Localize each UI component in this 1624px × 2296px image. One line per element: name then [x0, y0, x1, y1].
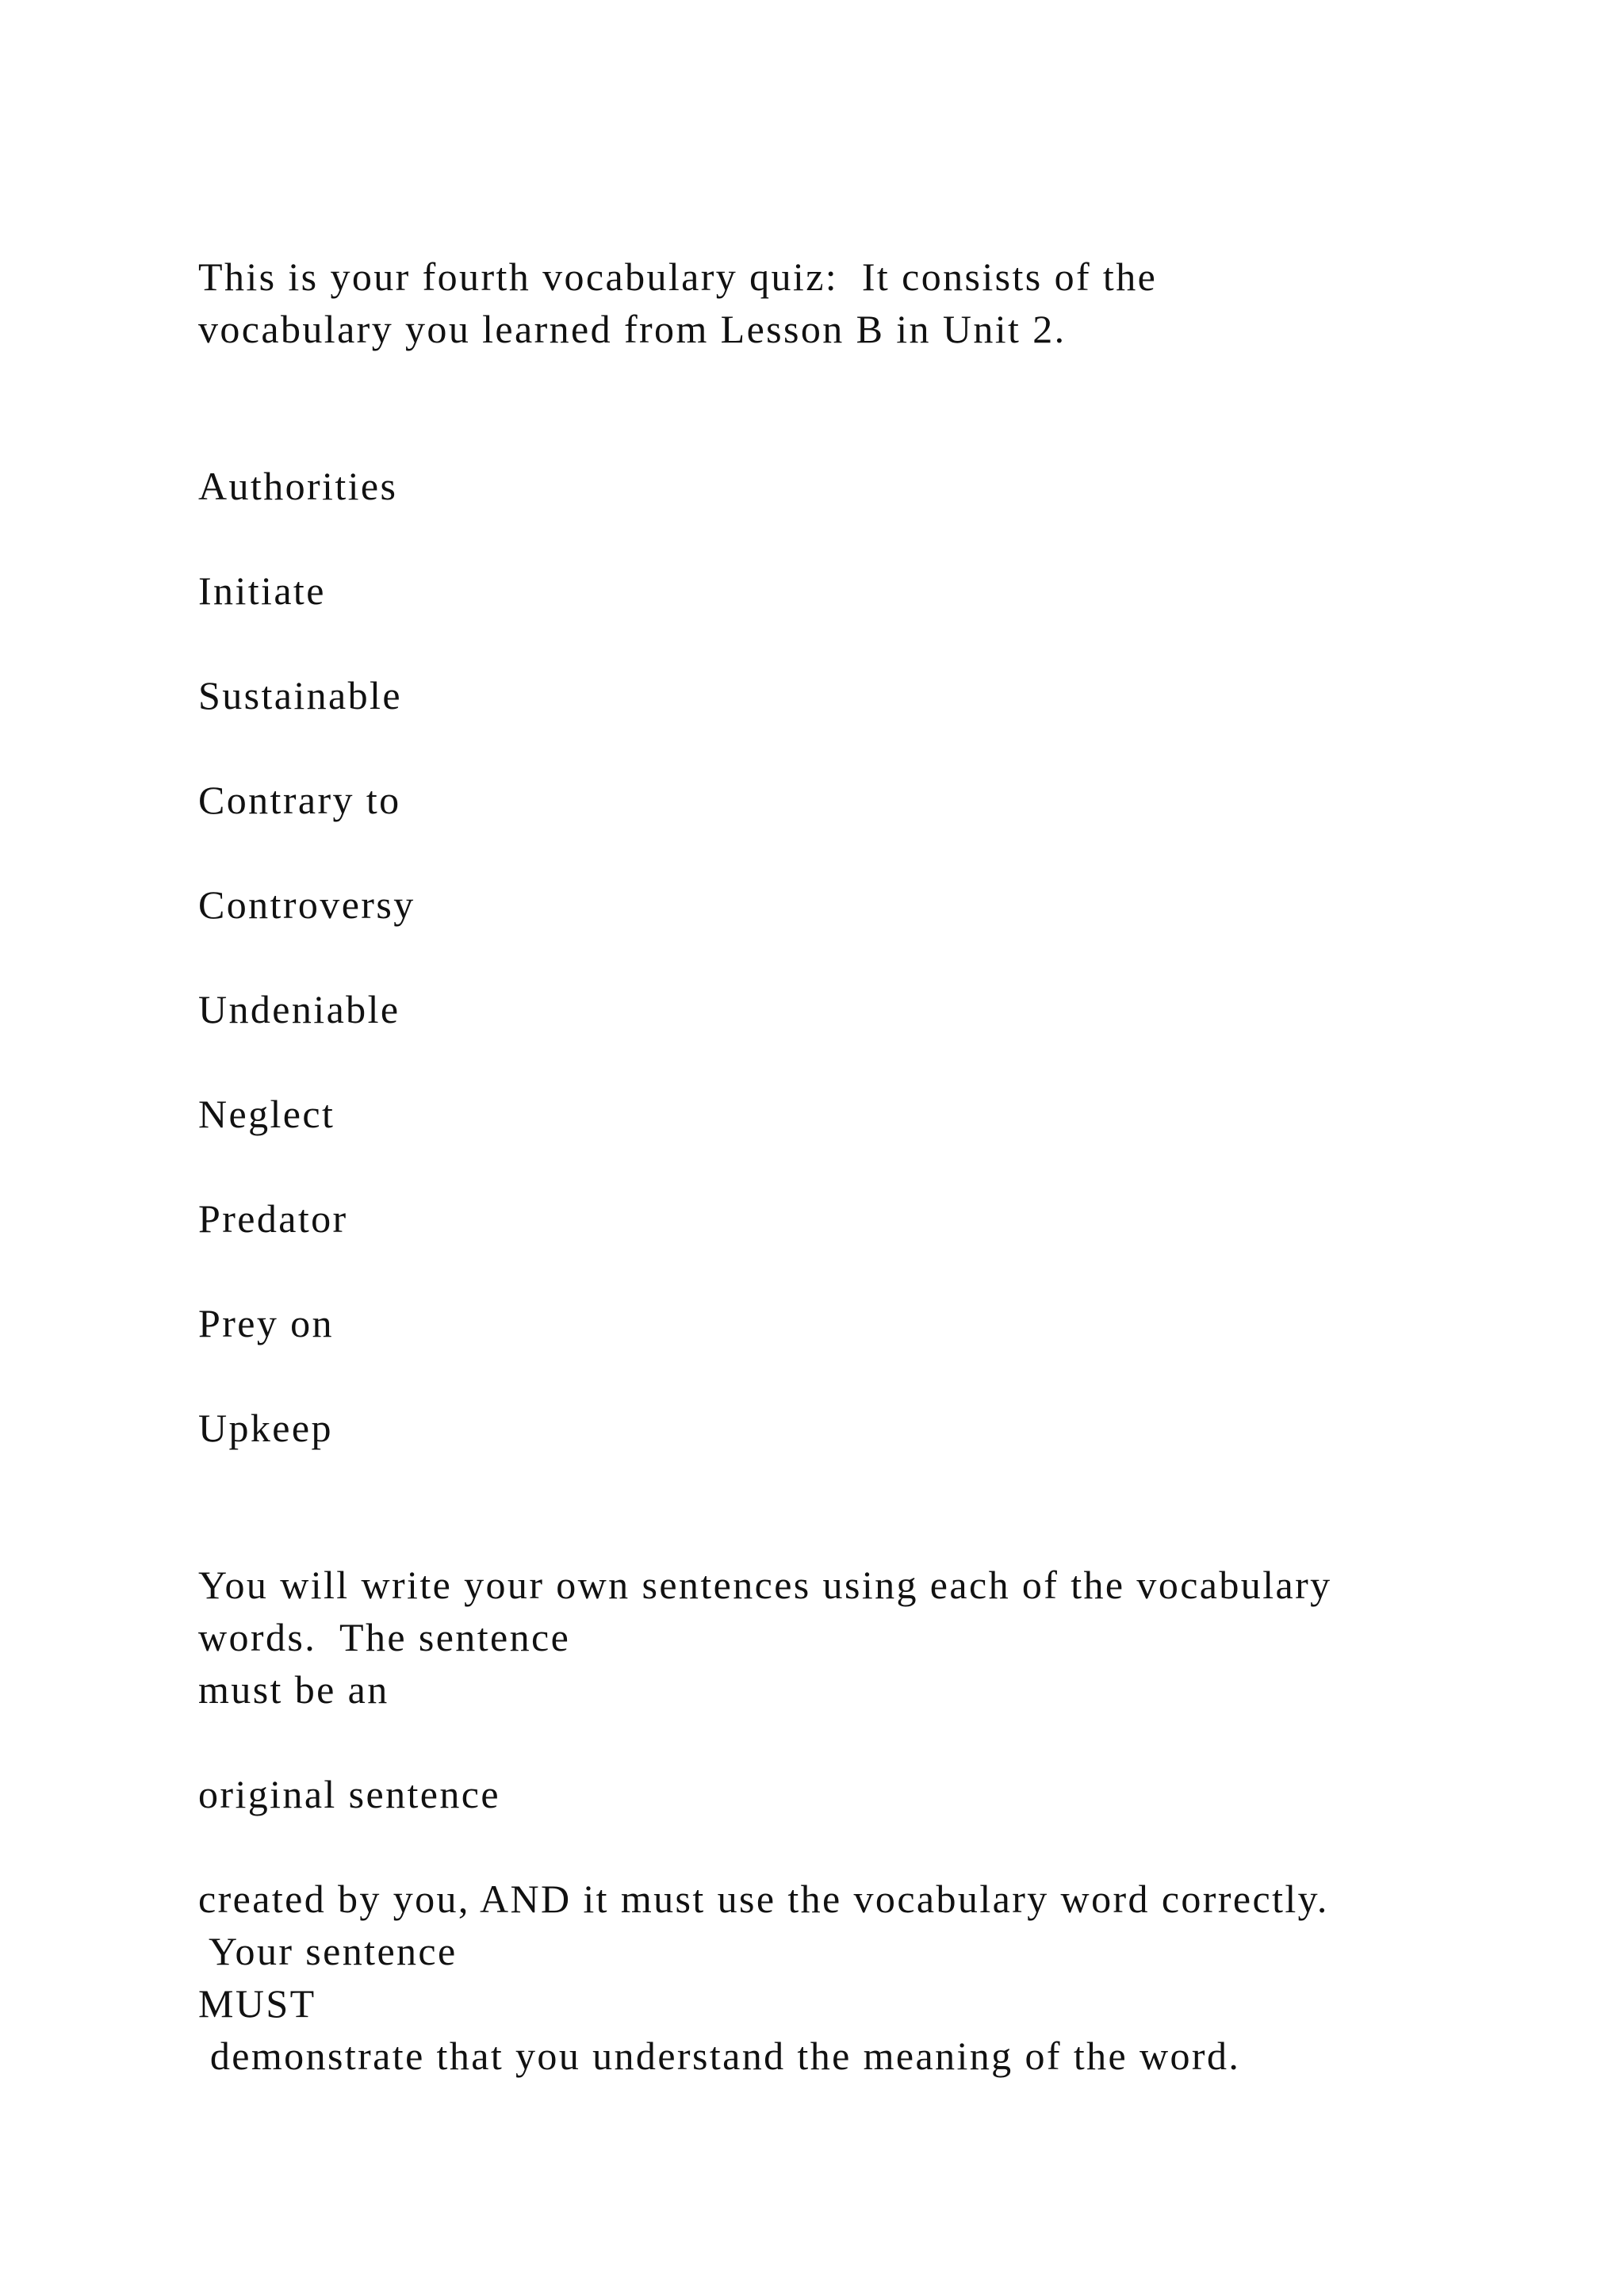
vocab-item-authorities: Authorities [198, 464, 398, 508]
instructions-line-8: demonstrate that you understand the meaning of the word. [198, 2034, 1241, 2078]
instructions-line-6: Your sentence [198, 1929, 458, 1973]
instructions-line-4: original sentence [198, 1772, 500, 1816]
vocab-item-prey-on: Prey on [198, 1301, 334, 1345]
instructions-line-7: MUST [198, 1981, 316, 2026]
vocab-item-controversy: Controversy [198, 882, 416, 927]
vocab-item-sustainable: Sustainable [198, 673, 402, 718]
vocab-item-predator: Predator [198, 1196, 348, 1241]
instructions-line-1: You will write your own sentences using each of the vocabulary [198, 1563, 1332, 1607]
instructions-line-2: words. The sentence [198, 1615, 571, 1659]
vocab-item-neglect: Neglect [198, 1092, 335, 1136]
instructions-line-3: must be an [198, 1667, 389, 1712]
intro-line-2: vocabulary you learned from Lesson B in Unit 2. [198, 307, 1067, 351]
vocab-item-contrary-to: Contrary to [198, 778, 401, 822]
intro-line-1: This is your fourth vocabulary quiz: It consists of the [198, 254, 1158, 299]
instructions-line-5: created by you, AND it must use the vocabulary word correctly. [198, 1877, 1329, 1921]
vocab-item-undeniable: Undeniable [198, 987, 400, 1031]
vocab-item-upkeep: Upkeep [198, 1406, 333, 1450]
vocab-item-initiate: Initiate [198, 568, 326, 613]
